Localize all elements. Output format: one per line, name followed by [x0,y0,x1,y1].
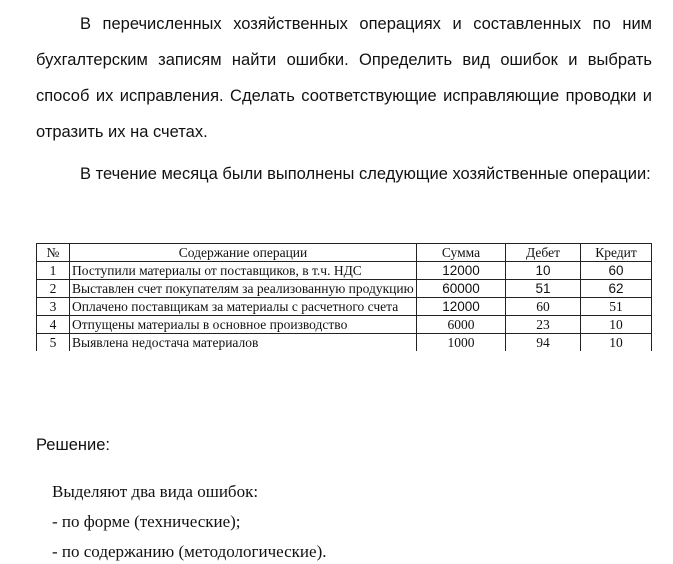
row-number: 4 [37,316,70,334]
row-credit: 51 [581,298,652,316]
table-row [37,280,652,298]
row-description: Выявлена недостача материалов [70,334,417,352]
header-description: Содержание операции [70,244,417,262]
row-credit: 10 [581,334,652,352]
row-description: Отпущены материалы в основное производство [70,316,417,334]
row-debit: 60 [506,298,581,316]
table-row [37,298,652,316]
row-debit: 94 [506,334,581,352]
row-debit: 51 [506,280,581,298]
row-number: 2 [37,280,70,298]
row-description: Поступили материалы от поставщиков, в т.ч. НДС [70,262,417,280]
row-sum: 12000 [417,262,506,280]
row-description: Оплачено поставщикам за материалы с расчетного счета [70,298,417,316]
solution-heading: Решение: [36,436,110,454]
operations-intro-paragraph: В течение месяца были выполнены следующие хозяйственные операции: [80,165,651,183]
row-sum: 60000 [417,280,506,298]
row-credit: 62 [581,280,652,298]
table-row [37,334,652,352]
row-sum: 6000 [417,316,506,334]
table-header-row [37,244,652,262]
row-sum: 1000 [417,334,506,352]
table-row [37,262,652,280]
solution-line: - по форме (технические); [52,512,241,531]
row-number: 3 [37,298,70,316]
row-credit: 10 [581,316,652,334]
task-paragraph: В перечисленных хозяйственных операциях и составленных по ним бухгалтерским записям найти ошибки. Определить вид ошибок и выбрать способ их исправления. Сделать соответствующие исправляющие проводки и отразить их на счетах. [36,15,652,141]
solution-line: - по содержанию (методологические). [52,542,327,561]
header-number: № [37,244,70,262]
header-credit: Кредит [581,244,652,262]
row-number: 5 [37,334,70,352]
row-credit: 60 [581,262,652,280]
header-debit: Дебет [506,244,581,262]
solution-line: Выделяют два вида ошибок: [52,482,259,501]
operations-table [36,243,652,351]
table-row [37,316,652,334]
row-debit: 23 [506,316,581,334]
row-debit: 10 [506,262,581,280]
header-sum: Сумма [417,244,506,262]
row-sum: 12000 [417,298,506,316]
row-number: 1 [37,262,70,280]
row-description: Выставлен счет покупателям за реализованную продукцию [70,280,417,298]
